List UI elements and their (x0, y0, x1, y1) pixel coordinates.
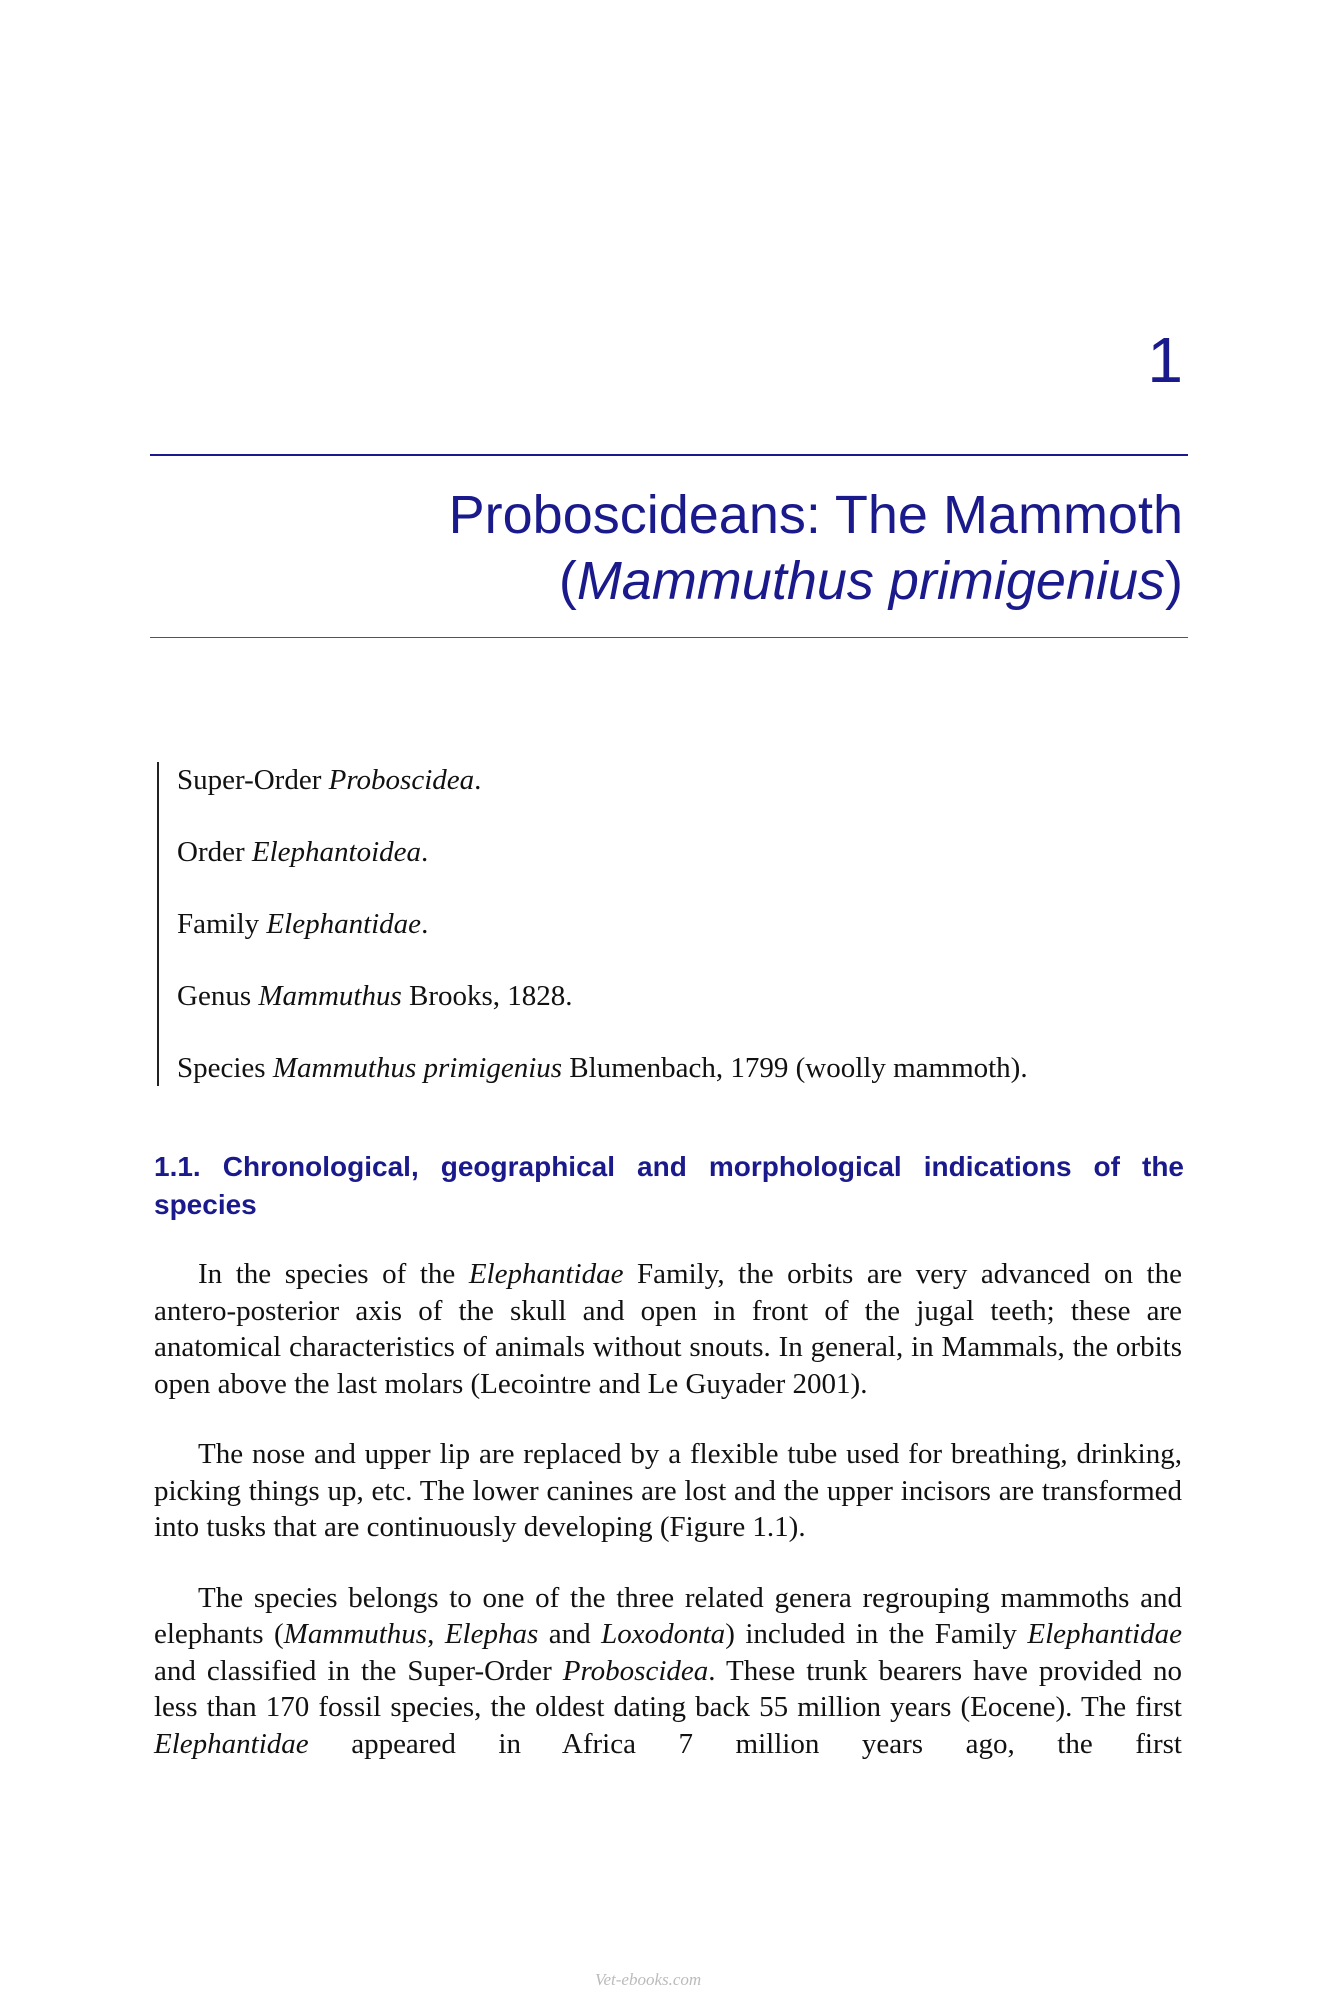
taxonomy-block (157, 762, 1177, 1086)
taxonomy-entry (177, 906, 1177, 942)
taxon-rank: Order (177, 836, 252, 868)
taxon-suffix: . (474, 764, 482, 796)
chapter-title-species: Mammuthus primigenius (576, 551, 1166, 611)
taxon-rank: Family (177, 908, 267, 940)
chapter-number: 1 (1147, 324, 1183, 396)
taxon-rank: Species (177, 1052, 273, 1084)
taxon-suffix: Blumenbach, 1799 (woolly mammoth). (562, 1052, 1028, 1084)
chapter-title-line2 (449, 548, 1183, 614)
watermark-logo: Vet-ebooks.com (595, 1970, 702, 1989)
taxon-suffix: . (421, 908, 429, 940)
chapter-rule-top (150, 454, 1188, 456)
paragraph (154, 1256, 1182, 1402)
paragraph (154, 1436, 1182, 1546)
text-run: appeared in Africa 7 million years ago, the first (308, 1727, 1182, 1760)
italic-term: Elephantidae (154, 1727, 309, 1760)
title-paren-close: ) (1165, 551, 1183, 611)
text-run: and classified in the Super-Order (154, 1654, 563, 1687)
taxon-name: Proboscidea (328, 764, 475, 796)
taxonomy-entry (177, 762, 1177, 798)
paragraph (154, 1580, 1182, 1763)
taxonomy-entry (177, 834, 1177, 870)
text-run: Family, the orbits are very advanced on the antero-posterior axis of the skull and open in front of the jugal teeth; these are anatomical characteristics of animals without snouts. In general, in Mammals, the orbits open above the last molars (Lecointre and Le Guyader 2001). (154, 1258, 1182, 1400)
taxon-suffix: . (421, 836, 429, 868)
text-run: The species belongs to one of the three related genera regrouping mammoths and elephants ( (154, 1581, 1182, 1650)
text-run: ) included in the Family (725, 1618, 1028, 1650)
taxonomy-entry (177, 1050, 1177, 1086)
text-run: and (538, 1618, 602, 1650)
taxon-rank: Genus (177, 980, 259, 1012)
italic-term: Elephantidae (1027, 1618, 1182, 1650)
text-run: The nose and upper lip are replaced by a flexible tube used for breathing, drinking, picking things up, etc. The lower canines are lost and the upper incisors are transformed into tusks that are continuously developing (Figure 1.1). (154, 1438, 1182, 1543)
chapter-title (449, 482, 1183, 614)
italic-term: Mammuthus (283, 1618, 428, 1650)
text-run: In the species of the (198, 1258, 469, 1290)
italic-term: Elephantidae (468, 1258, 624, 1290)
chapter-title-line1: Proboscideans: The Mammoth (448, 485, 1183, 545)
body-text (154, 1256, 1182, 1796)
taxon-name: Mammuthus primigenius (272, 1052, 563, 1084)
taxon-name: Elephantidae (266, 908, 422, 940)
taxon-rank: Super-Order (177, 764, 329, 796)
taxonomy-entry (177, 978, 1177, 1014)
italic-term: Loxodonta (601, 1618, 726, 1650)
taxon-name: Mammuthus (258, 980, 402, 1012)
chapter-rule-bottom (150, 637, 1188, 638)
taxon-name: Elephantoidea (251, 836, 422, 868)
title-paren-open: ( (558, 551, 577, 611)
taxon-suffix: Brooks, 1828. (401, 980, 573, 1012)
italic-term: Proboscidea (562, 1654, 709, 1687)
text-run: . These trunk bearers have provided no less than 170 fossil species, the oldest dating back 55 million years (Eocene). The first (154, 1654, 1182, 1723)
italic-term: Elephas (444, 1618, 539, 1650)
text-run: , (427, 1618, 445, 1650)
section-heading: 1.1. Chronological, geographical and morphological indications of the species (154, 1151, 1184, 1220)
